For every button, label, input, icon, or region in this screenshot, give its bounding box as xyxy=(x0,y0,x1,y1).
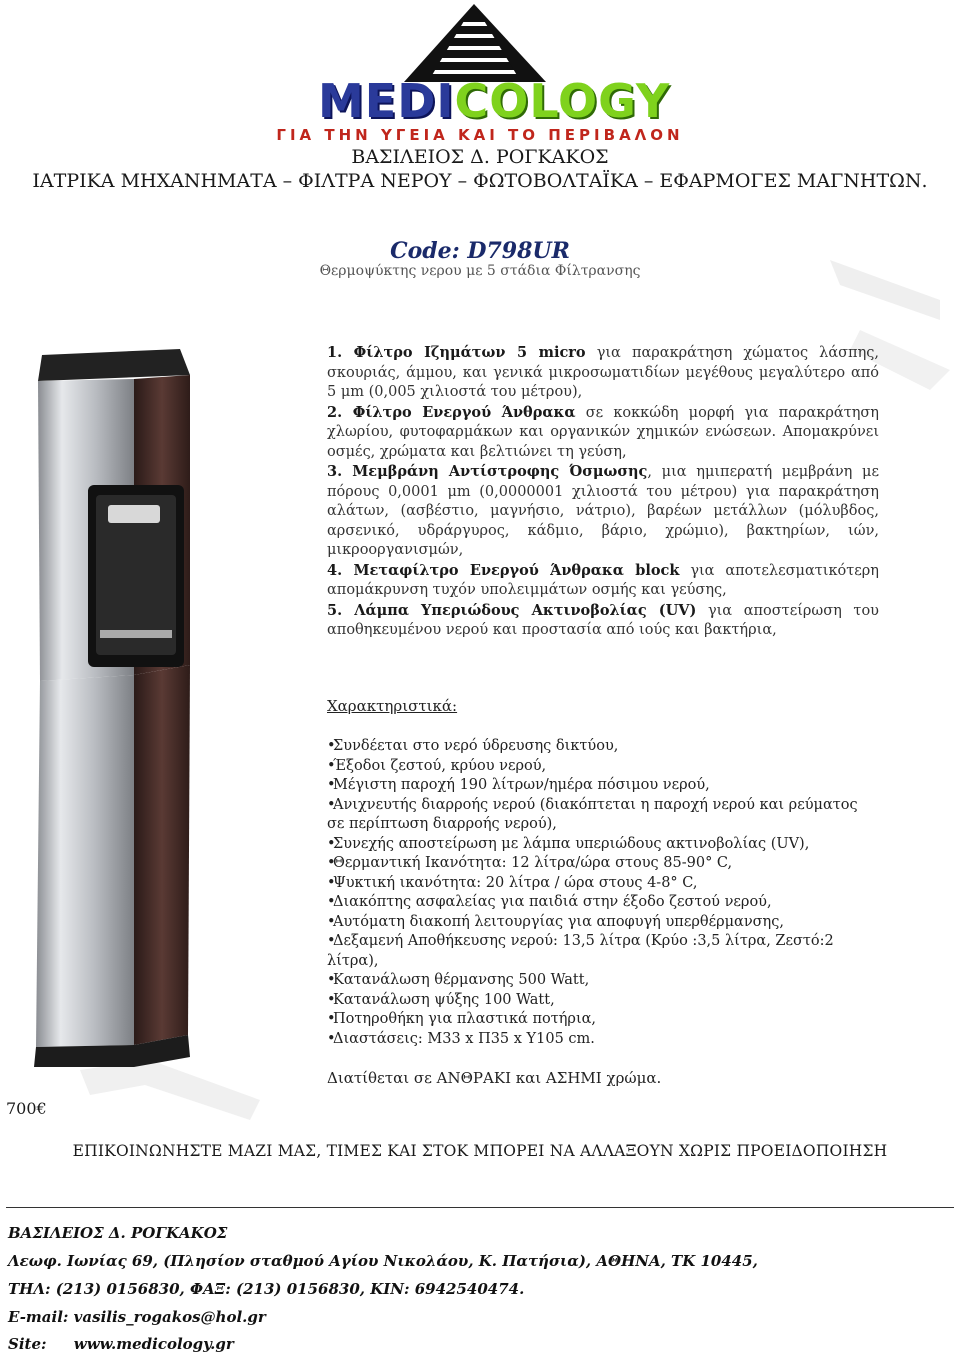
footer-site-link[interactable]: www.medicology.gr xyxy=(73,1335,234,1353)
list-item: •Συνδέεται στο νερό ύδρευσης δικτύου, xyxy=(327,738,619,754)
stage-5 xyxy=(327,601,879,641)
list-item: •Δεξαμενή Αποθήκευσης νερού: 13,5 λίτρα (Κρύο :3,5 λίτρα, Ζεστό:2 λίτρα), xyxy=(327,933,834,969)
list-item: •Κατανάλωση ψύξης 100 Watt, xyxy=(327,991,555,1008)
list-item: •Ψυκτική ικανότητα: 20 λίτρα / ώρα στους 4-8° C, xyxy=(327,874,698,891)
list-item: •Κατανάλωση θέρμανσης 500 Watt, xyxy=(327,972,590,988)
logo xyxy=(316,0,671,128)
filtration-stages xyxy=(327,343,879,641)
stage-5-title: 5. Λάμπα Υπεριώδους Ακτινοβολίας (UV) xyxy=(327,601,697,619)
product-price: 700€ xyxy=(6,1099,47,1118)
list-item: •Ανιχνευτής διαρροής νερού (διακόπτεται η παροχή νερού και ρεύματος σε περίπτωση διαρροής νερού), xyxy=(327,796,858,832)
features-title: Χαρακτηριστικά: xyxy=(327,697,458,715)
footer-site xyxy=(8,1337,234,1352)
logo-tagline: ΓΙΑ ΤΗΝ ΥΓΕΙΑ ΚΑΙ ΤΟ ΠΕΡΙΒΑΛΟΝ xyxy=(276,126,684,144)
stage-2-title: 2. Φίλτρο Ενεργού Άνθρακα xyxy=(327,403,576,421)
footer-phones: ΤΗΛ: (213) 0156830, ΦΑΞ: (213) 0156830, ΚΙΝ: 6942540474. xyxy=(8,1280,525,1298)
stage-3-text: , μια ημιπερατή μεμβράνη με πόρους 0,0001 μm (0,0000001 χιλιοστά του μέτρου) για παρακράτηση αλάτων, (ασβέστιο, μαγνήσιο, νάτριο), βαρέων μετάλλων (μόλυβδος, αρσενικό, υδράργυρος, κάδμιο, βάριο, χρώμιο), βακτηρίων, ιών, μικροοργανισμών, xyxy=(327,464,879,558)
notice-banner: ΕΠΙΚΟΙΝΩΝΗΣΤΕ ΜΑΖΙ ΜΑΣ, ΤΙΜΕΣ ΚΑΙ ΣΤΟΚ ΜΠΟΡΕΙ ΝΑ ΑΛΛΑΞΟΥΝ ΧΩΡΙΣ ΠΡΟΕΙΔΟΠΟΙΗΣΗ xyxy=(72,1142,888,1160)
list-item: •Θερμαντική Ικανότητα: 12 λίτρα/ώρα στους 85-90° C, xyxy=(327,855,733,871)
footer-site-label: Site: xyxy=(8,1335,47,1353)
footer-email: E-mail: vasilis_rogakos@hol.gr xyxy=(8,1308,266,1326)
stage-4-title: 4. Μεταφίλτρο Ενεργού Άνθρακα block xyxy=(327,561,680,579)
stage-4-text: για αποτελεσματικότερη απομάκρυνση τυχόν υπολειμμάτων οσμής και γεύσης, xyxy=(327,562,879,598)
stage-1-text: για παρακράτηση χώματος λάσπης, σκουριάς, άμμου, και γενικά μικροσωματιδίων μεγέθους μεγαλύτερο από 5 μm (0,005 χιλιοστά του μέτρου), xyxy=(327,345,879,400)
list-item: •Αυτόματη διακοπή λειτουργίας για αποφυγή υπερθέρμανσης, xyxy=(327,913,784,930)
header-services: ΙΑΤΡΙΚΑ ΜΗΧΑΝΗΜΑΤΑ – ΦΙΛΤΡΑ ΝΕΡΟΥ – ΦΩΤΟΒΟΛΤΑΪΚΑ – ΕΦΑΡΜΟΓΕΣ ΜΑΓΝΗΤΩΝ. xyxy=(32,170,928,192)
logo-word-part1: MEDI xyxy=(318,74,455,128)
footer-divider xyxy=(6,1207,954,1208)
features-list xyxy=(327,737,879,1049)
logo-word-part2: COLOGY xyxy=(454,74,671,128)
list-item: •Μέγιστη παροχή 190 λίτρων/ημέρα πόσιμου νερού, xyxy=(327,777,710,793)
header-owner: ΒΑΣΙΛΕΙΟΣ Δ. ΡΟΓΚΑΚΟΣ xyxy=(351,146,609,168)
footer-address: Λεωφ. Ιωνίας 69, (Πλησίον σταθμού Αγίου Νικολάου, Κ. Πατήσια), ΑΘΗΝΑ, ΤΚ 10445, xyxy=(8,1252,758,1270)
product-subtitle: Θερμοψύκτης νερου με 5 στάδια Φίλτρανσης xyxy=(319,263,641,279)
logo-wordmark xyxy=(318,74,671,128)
stage-2-text: σε κοκκώδη μορφή για παρακράτηση χλωρίου, φυτοφαρμάκων και οργανικών χημικών ενώσεων. Απομακρύνει οσμές, χρώματα και βελτιώνει τη γεύση, xyxy=(327,404,879,460)
footer-name: ΒΑΣΙΛΕΙΟΣ Δ. ΡΟΓΚΑΚΟΣ xyxy=(8,1224,228,1242)
stage-3-title: 3. Μεμβράνη Αντίστροφης Όσμωσης xyxy=(327,463,648,480)
list-item: •Διαστάσεις: Μ33 x Π35 x Υ105 cm. xyxy=(327,1030,595,1047)
stage-1 xyxy=(327,343,879,403)
list-item: •Διακόπτης ασφαλείας για παιδιά στην έξοδο ζεστού νερού, xyxy=(327,894,772,910)
stage-3 xyxy=(327,462,879,561)
stage-1-title: 1. Φίλτρο Ιζημάτων 5 micro xyxy=(327,344,586,361)
available-colors: Διατίθεται σε ΑΝΘΡΑΚΙ και ΑΣΗΜΙ χρώμα. xyxy=(327,1069,662,1087)
stage-5-text: για αποστείρωση του αποθηκευμένου νερού και προστασία από ιούς και βακτήρια, xyxy=(327,602,880,638)
stage-2 xyxy=(327,403,879,463)
stage-4 xyxy=(327,561,879,601)
product-image xyxy=(30,345,195,1070)
list-item: •Έξοδοι ζεστού, κρύου νερού, xyxy=(327,757,547,774)
list-item: •Συνεχής αποστείρωση με λάμπα υπεριώδους ακτινοβολίας (UV), xyxy=(327,835,810,852)
list-item: •Ποτηροθήκη για πλαστικά ποτήρια, xyxy=(327,1011,597,1027)
product-code: Code: D798UR xyxy=(390,238,570,264)
